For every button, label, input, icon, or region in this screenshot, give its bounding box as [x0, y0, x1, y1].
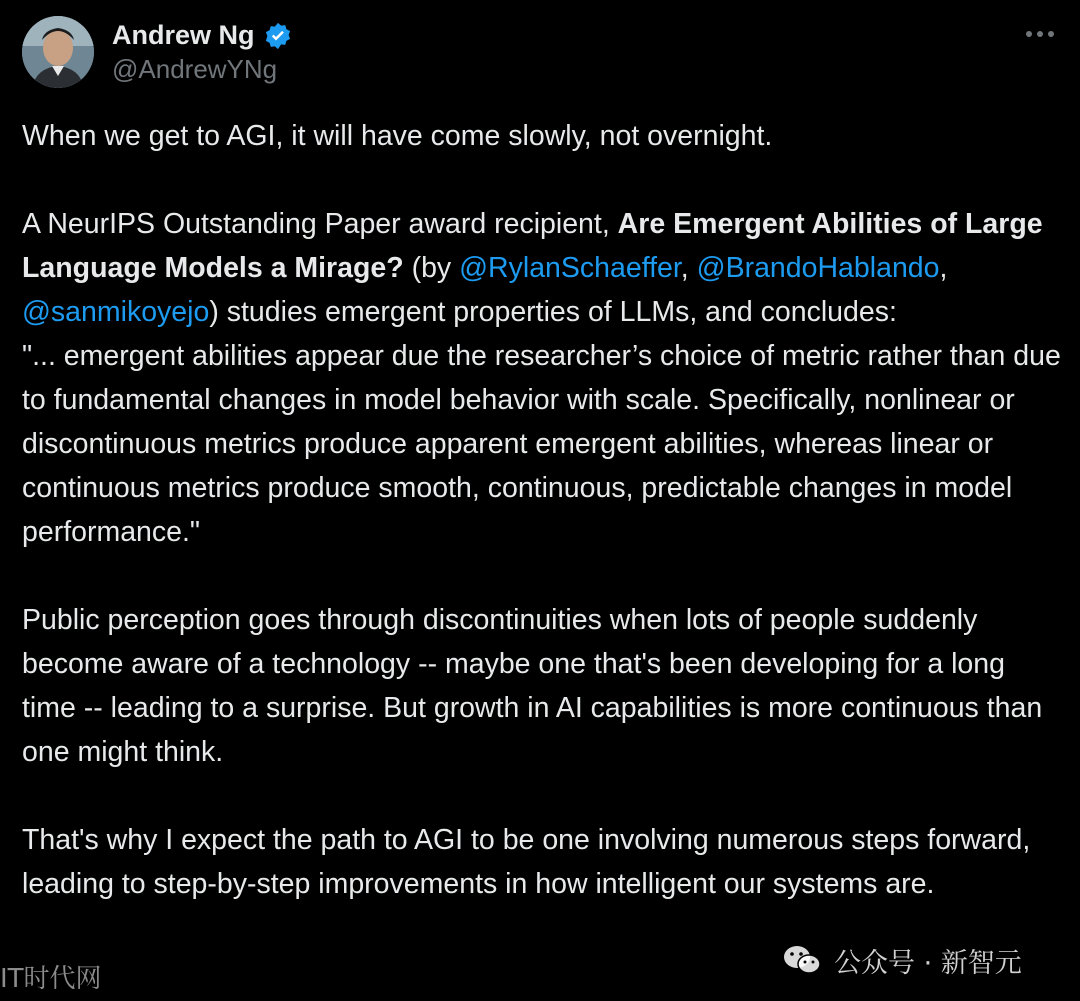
author-name[interactable]: Andrew Ng [112, 20, 255, 50]
mention-link[interactable]: @sanmikoyejo [22, 296, 210, 328]
watermark-right [782, 938, 1022, 982]
tweet-paragraph: When we get to AGI, it will have come slowly, not overnight. [22, 120, 773, 152]
text: , [680, 252, 689, 284]
paper-title: Are Emergent Abilities of Large Language Models a Mirage? [22, 208, 1043, 284]
text: A NeurIPS Outstanding Paper award recipient, [22, 208, 618, 240]
tweet-header [22, 14, 1062, 94]
tweet-text [22, 114, 1062, 906]
watermark-text: 公众号 · 新智元 [834, 947, 1022, 979]
tweet-paragraph [22, 202, 1062, 334]
wechat-icon [782, 943, 822, 977]
tweet-paragraph: Public perception goes through discontinuities when lots of people suddenly become aware of a technology -- maybe one that's been developing for a long time -- leading to a surprise. But growth in AI capabilities is more continuous than one might think. [22, 604, 1043, 768]
tweet-paragraph: That's why I expect the path to AGI to be one involving numerous steps forward, leading to step-by-step improvements in how intelligent our systems are. [22, 824, 1031, 900]
tweet-quote: "... emergent abilities appear due the researcher’s choice of metric rather than due to fundamental changes in model behavior with scale. Specifically, nonlinear or discontinuous metrics produce apparent emergent abilities, whereas linear or continuous metrics produce smooth, continuous, predictable changes in model performance." [22, 340, 1061, 548]
author-handle[interactable]: @AndrewYNg [112, 54, 278, 84]
avatar[interactable] [22, 16, 94, 88]
mention-link[interactable]: @BrandoHablando [696, 252, 940, 284]
text: , [939, 252, 948, 284]
watermark-left: IT时代网 [0, 964, 102, 994]
text: (by [403, 252, 460, 284]
more-options-icon[interactable] [1026, 24, 1062, 44]
verified-badge-icon [263, 21, 293, 51]
text: ) studies emergent properties of LLMs, and concludes: [209, 296, 897, 328]
mention-link[interactable]: @RylanSchaeffer [459, 252, 681, 284]
